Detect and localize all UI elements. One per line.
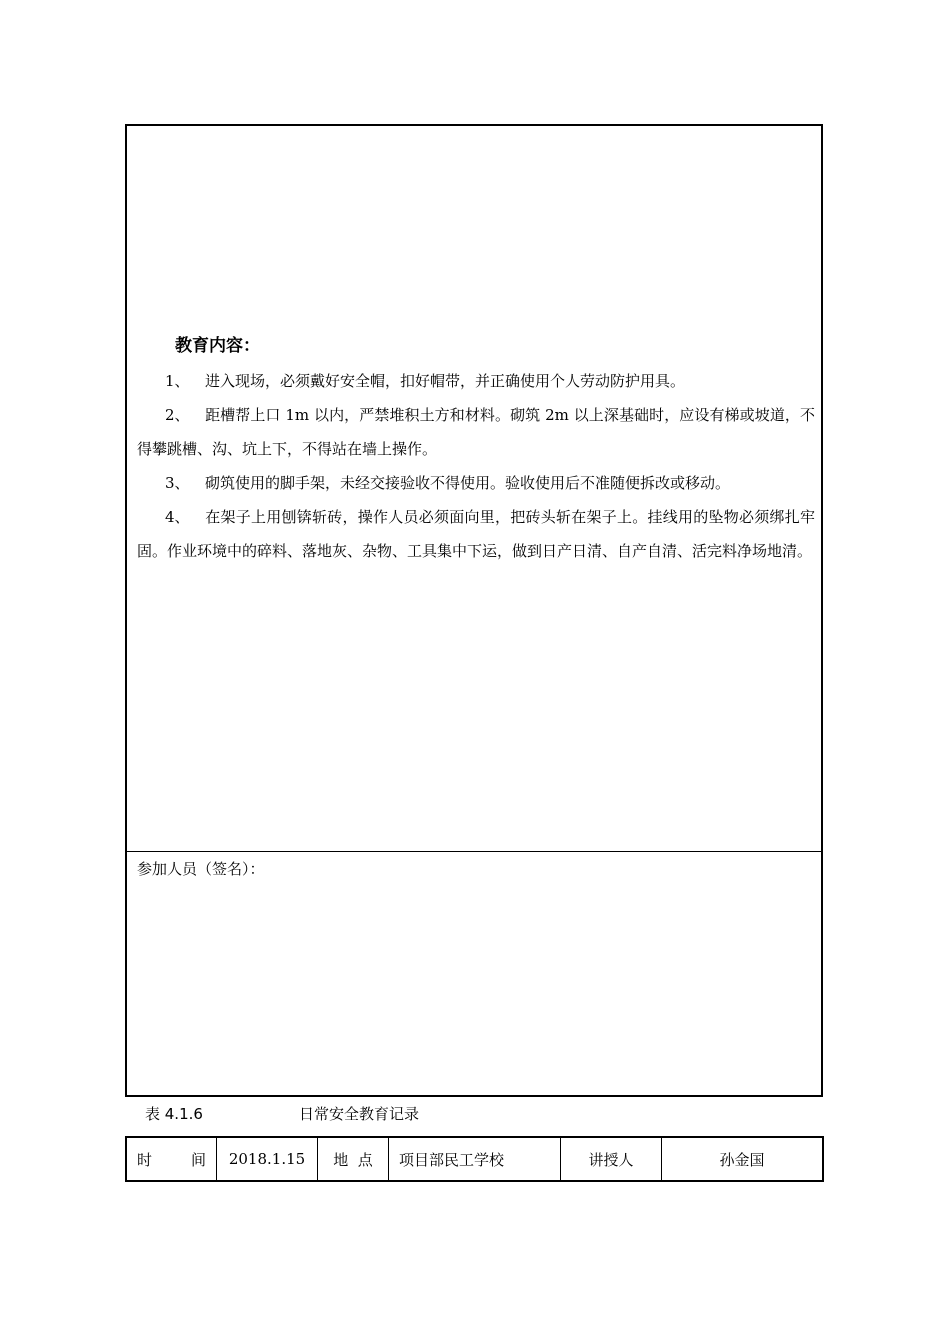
date-value: 2018.1.15	[228, 1150, 306, 1168]
content-item	[137, 364, 815, 398]
time-label-char-1: 时	[137, 1150, 153, 1169]
lecturer-cell	[662, 1138, 822, 1180]
item-text: 砌筑使用的脚手架，未经交接验收不得使用。验收使用后不准随便拆改或移动。	[205, 474, 731, 492]
item-text: 进入现场，必须戴好安全帽，扣好帽带，并正确使用个人劳动防护用具。	[205, 372, 686, 390]
item-text: 距槽帮上口 1m 以内，严禁堆积土方和材料。砌筑 2m 以上深基础时，应设有梯或坡道，不得攀跳槽、沟、坑上下，不得站在墙上操作。	[137, 406, 815, 458]
signature-label: 参加人员（签名）：	[137, 860, 265, 878]
time-label-char-2: 间	[190, 1150, 206, 1169]
time-label-cell	[127, 1138, 217, 1180]
content-item	[137, 500, 815, 568]
place-label: 地 点	[333, 1150, 373, 1169]
lecturer-value: 孙金国	[719, 1150, 765, 1169]
content-item	[137, 466, 815, 500]
info-table	[125, 1136, 824, 1182]
education-content-section	[127, 126, 821, 852]
item-number: 1、	[165, 372, 190, 390]
content-heading: 教育内容：	[175, 336, 260, 356]
place-label-cell	[318, 1138, 389, 1180]
table-title: 日常安全教育记录	[299, 1105, 420, 1123]
content-item	[137, 398, 815, 466]
education-record-box	[125, 124, 823, 1097]
table-number: 表 4.1.6	[145, 1105, 203, 1123]
content-list	[137, 364, 815, 568]
item-number: 2、	[165, 406, 190, 424]
lecturer-label-cell	[561, 1138, 662, 1180]
place-cell	[389, 1138, 561, 1180]
place-value: 项目部民工学校	[399, 1150, 505, 1169]
item-number: 3、	[165, 474, 190, 492]
lecturer-label: 讲授人	[588, 1150, 634, 1169]
item-text: 在架子上用刨锛斩砖，操作人员必须面向里，把砖头斩在架子上。挂线用的坠物必须绑扎牢固。作业环境中的碎料、落地灰、杂物、工具集中下运，做到日产日清、自产自清、活完料净场地清。	[137, 508, 815, 560]
item-number: 4、	[165, 508, 190, 526]
date-cell	[217, 1138, 318, 1180]
signature-section	[127, 852, 821, 1097]
